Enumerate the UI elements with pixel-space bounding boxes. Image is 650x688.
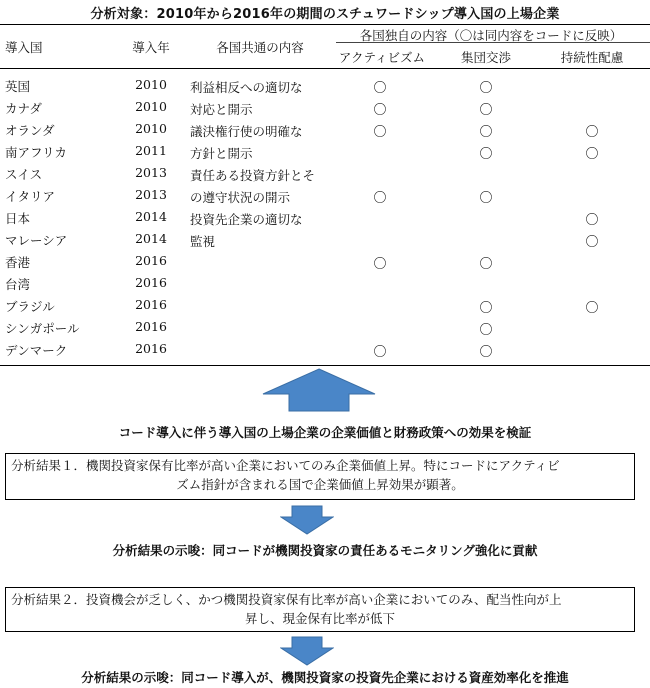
activism-mark: 〇: [373, 257, 387, 272]
year-cell: 2013: [135, 165, 167, 180]
activism-mark: 〇: [373, 125, 387, 140]
sustainability-mark: 〇: [585, 301, 599, 316]
table-row: [0, 209, 650, 231]
table-row: [0, 253, 650, 275]
collective-mark: 〇: [479, 323, 493, 338]
header-common: 各国共通の内容: [216, 40, 304, 55]
country-cell: 台湾: [5, 277, 31, 292]
table-row: [0, 297, 650, 319]
country-cell: ブラジル: [5, 299, 55, 314]
year-cell: 2016: [135, 319, 167, 334]
country-cell: 日本: [5, 211, 31, 226]
country-cell: デンマーク: [5, 343, 68, 358]
result-2-line1: 分析結果２．投資機会が乏しく、かつ機関投資家保有比率が高い企業においてのみ、配当性向が上: [11, 592, 562, 607]
result-1-line1: 分析結果１．機関投資家保有比率が高い企業においてのみ企業価値上昇。特にコードにアクティビ: [11, 458, 560, 473]
activism-mark: 〇: [373, 345, 387, 360]
common-item-3-line2: の遵守状況の開示: [190, 190, 291, 205]
common-item-4: [190, 209, 303, 253]
implication-1-caption: 分析結果の示唆：同コードが機関投資家の責任あるモニタリング強化に貢献: [112, 543, 538, 558]
table-row: [0, 341, 650, 363]
collective-mark: 〇: [479, 103, 493, 118]
result-1-line2: ズム指針が含まれる国で企業価値上昇効果が顕著。: [176, 477, 464, 492]
table-row: [0, 231, 650, 253]
table-row: [0, 99, 650, 121]
activism-mark: 〇: [373, 81, 387, 96]
country-cell: カナダ: [5, 101, 42, 116]
common-item-3-line1: 責任ある投資方針とそ: [190, 168, 316, 183]
year-cell: 2010: [135, 121, 167, 136]
table-row: [0, 187, 650, 209]
common-item-4-line1: 投資先企業の適切な: [190, 212, 303, 227]
common-item-2-line1: 議決権行使の明確な: [190, 124, 303, 139]
header-bottom-rule: [0, 68, 650, 69]
common-item-1: [190, 77, 303, 121]
down-arrow-icon: [280, 505, 334, 535]
country-cell: オランダ: [5, 123, 55, 138]
year-cell: 2016: [135, 341, 167, 356]
header-year: 導入年: [132, 40, 170, 55]
country-cell: 香港: [5, 255, 31, 270]
sustainability-mark: 〇: [585, 147, 599, 162]
year-cell: 2010: [135, 77, 167, 92]
sustainability-mark: 〇: [585, 213, 599, 228]
result-1-box: [5, 453, 635, 500]
common-item-4-line2: 監視: [190, 234, 216, 249]
collective-mark: 〇: [479, 125, 493, 140]
country-cell: イタリア: [5, 189, 56, 204]
year-cell: 2010: [135, 99, 167, 114]
header-sustainability: 持続性配慮: [560, 50, 624, 65]
table-row: [0, 165, 650, 187]
country-cell: スイス: [5, 167, 43, 182]
collective-mark: 〇: [479, 81, 493, 96]
collective-mark: 〇: [479, 191, 493, 206]
header-activism: アクティビズム: [338, 50, 426, 65]
year-cell: 2016: [135, 275, 167, 290]
collective-mark: 〇: [479, 345, 493, 360]
collective-mark: 〇: [479, 147, 493, 162]
up-arrow-icon: [261, 368, 377, 412]
year-cell: 2011: [135, 143, 167, 158]
sustainability-mark: 〇: [585, 125, 599, 140]
table-row: [0, 77, 650, 99]
collective-mark: 〇: [479, 257, 493, 272]
country-cell: マレーシア: [5, 233, 68, 248]
year-cell: 2014: [135, 231, 167, 246]
header-country: 導入国: [5, 40, 43, 55]
result-2-line2: 昇し、現金保有比率が低下: [244, 611, 395, 626]
common-item-1-line2: 対応と開示: [190, 102, 253, 117]
header-specific: 各国独自の内容（〇は同内容をコードに反映）: [359, 28, 623, 43]
common-item-2-line2: 方針と開示: [190, 146, 253, 161]
analysis-target-title: 分析対象：2010年から2016年の期間のスチュワードシップ導入国の上場企業: [90, 7, 560, 22]
country-cell: 英国: [5, 79, 31, 94]
implication-2-caption: 分析結果の示唆：同コード導入が、機関投資家の投資先企業における資産効率化を推進: [81, 670, 569, 685]
table-row: [0, 319, 650, 341]
header-specific-rule: [336, 42, 650, 43]
common-item-2: [190, 121, 303, 165]
year-cell: 2013: [135, 187, 167, 202]
common-item-1-line1: 利益相反への適切な: [190, 80, 303, 95]
activism-mark: 〇: [373, 103, 387, 118]
table-row: [0, 275, 650, 297]
down-arrow-icon: [280, 636, 334, 666]
year-cell: 2014: [135, 209, 167, 224]
year-cell: 2016: [135, 253, 167, 268]
sustainability-mark: 〇: [585, 235, 599, 250]
country-cell: シンガポール: [5, 321, 80, 336]
verification-caption: コード導入に伴う導入国の上場企業の企業価値と財務政策への効果を検証: [118, 425, 532, 440]
year-cell: 2016: [135, 297, 167, 312]
header-collective: 集団交渉: [460, 50, 511, 65]
table-bottom-rule: [0, 365, 650, 366]
country-cell: 南アフリカ: [5, 145, 67, 160]
activism-mark: 〇: [373, 191, 387, 206]
table-row: [0, 143, 650, 165]
table-row: [0, 121, 650, 143]
collective-mark: 〇: [479, 301, 493, 316]
result-2-box: [5, 587, 635, 632]
common-item-3: [190, 165, 315, 209]
table-top-rule: [0, 24, 650, 25]
